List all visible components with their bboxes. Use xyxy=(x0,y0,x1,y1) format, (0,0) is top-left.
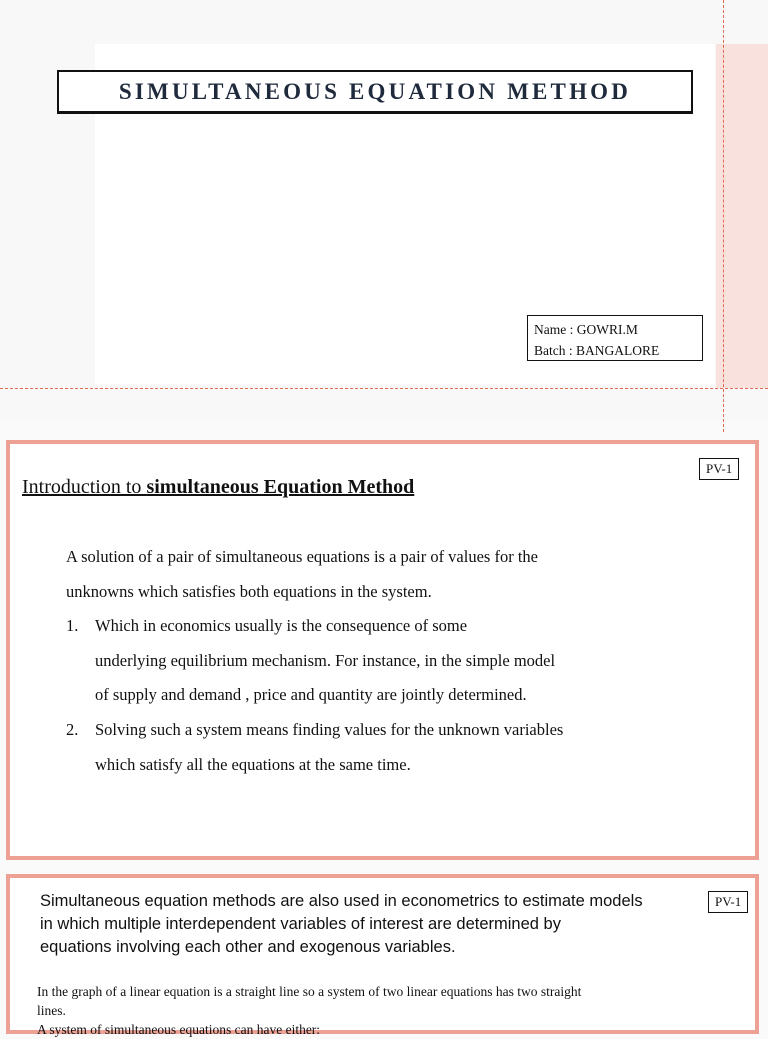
intro-body xyxy=(66,540,666,782)
paragraph-line: equations involving each other and exogenous variables. xyxy=(40,938,456,956)
title-box xyxy=(57,70,693,114)
list-number: 1. xyxy=(66,616,79,636)
intro-line: unknowns which satisfies both equations in the system. xyxy=(66,581,432,601)
list-line: of supply and demand , price and quantity are jointly determined. xyxy=(95,685,527,705)
intro-heading-prefix: Introduction to xyxy=(22,476,147,498)
paragraph-line: lines. xyxy=(37,1003,66,1018)
author-name: Name : GOWRI.M xyxy=(534,322,638,337)
title-slide xyxy=(0,0,768,420)
list-line: Which in economics usually is the consequence of some xyxy=(95,616,468,636)
numbered-list xyxy=(66,609,666,782)
list-line: Solving such a system means finding values for the unknown variables xyxy=(95,719,564,739)
intro-heading-bold: simultaneous Equation Method xyxy=(146,476,415,498)
list-number: 2. xyxy=(66,719,79,739)
list-item xyxy=(66,713,666,782)
page-guide-horizontal xyxy=(0,388,768,389)
intro-line: A solution of a pair of simultaneous equations is a pair of values for the xyxy=(66,547,538,566)
slide-badge: PV-1 xyxy=(708,891,748,913)
intro-slide xyxy=(6,440,759,860)
paragraph-line: Simultaneous equation methods are also used in econometrics to estimate models xyxy=(40,892,643,910)
author-batch: Batch : BANGALORE xyxy=(534,343,660,358)
paragraph-line: In the graph of a linear equation is a straight line so a system of two linear equations has two straight xyxy=(37,984,582,999)
intro-heading xyxy=(22,476,414,499)
page-guide-vertical xyxy=(723,0,724,432)
paragraph-line: in which multiple interdependent variables of interest are determined by xyxy=(40,915,561,933)
slide-badge: PV-1 xyxy=(699,458,739,480)
econometrics-slide xyxy=(6,874,759,1037)
paragraph-line: A system of simultaneous equations can have either: xyxy=(37,1022,321,1037)
list-line: which satisfy all the equations at the same time. xyxy=(95,754,411,774)
author-box xyxy=(527,315,703,361)
list-line: underlying equilibrium mechanism. For instance, in the simple model xyxy=(95,650,556,670)
econometrics-paragraph xyxy=(40,890,690,959)
list-item xyxy=(66,609,666,713)
graph-paragraph xyxy=(37,982,717,1039)
page-title: SIMULTANEOUS EQUATION METHOD xyxy=(118,78,632,104)
